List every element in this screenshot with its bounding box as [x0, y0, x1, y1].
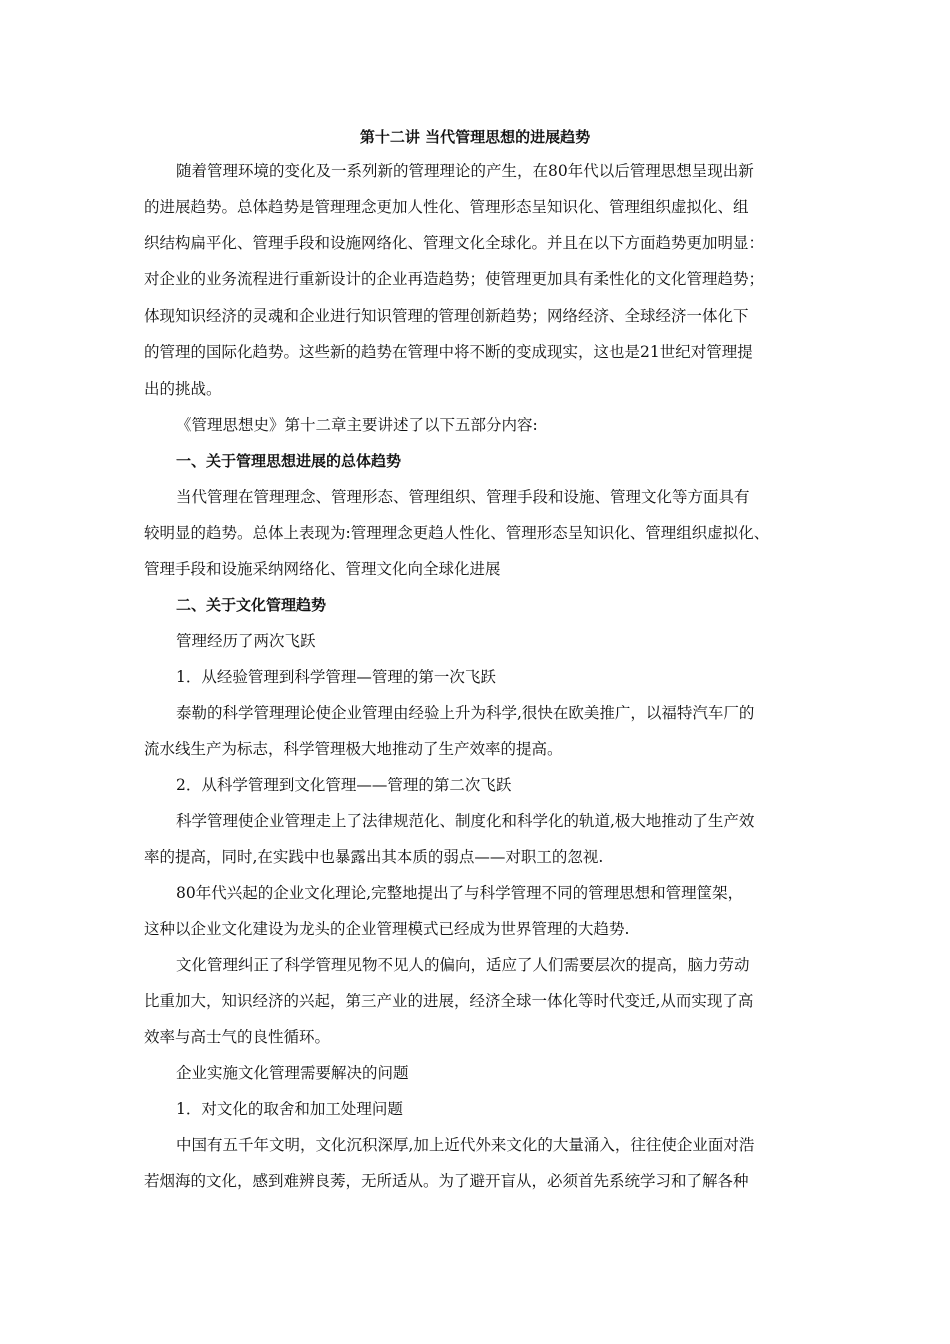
paragraph-line: 率的提高，同时,在实践中也暴露出其本质的弱点——对职工的忽视. — [144, 848, 604, 866]
paragraph-line: 的管理的国际化趋势。这些新的趋势在管理中将不断的变成现实，这也是21世纪对管理提 — [144, 343, 753, 361]
paragraph-line: 管理经历了两次飞跃 — [176, 632, 316, 650]
paragraph-line: 泰勒的科学管理理论使企业管理由经验上升为科学,很快在欧美推广，以福特汽车厂的 — [176, 704, 755, 722]
paragraph-line: 80年代兴起的企业文化理论,完整地提出了与科学管理不同的管理思想和管理筐架， — [176, 884, 744, 902]
subsection-heading: 1．从经验管理到科学管理—管理的第一次飞跃 — [176, 668, 496, 686]
paragraph-line: 效率与高士气的良性循环。 — [144, 1028, 331, 1046]
paragraph-line: 当代管理在管理理念、管理形态、管理组织、管理手段和设施、管理文化等方面具有 — [176, 488, 750, 506]
paragraph-line: 管理手段和设施采纳网络化、管理文化向全球化进展 — [144, 560, 501, 578]
subsection-heading: 2．从科学管理到文化管理——管理的第二次飞跃 — [176, 776, 512, 794]
paragraph-line: 文化管理纠正了科学管理见物不见人的偏向，适应了人们需要层次的提高，脑力劳动 — [176, 956, 750, 974]
paragraph-line: 比重加大，知识经济的兴起，第三产业的进展，经济全球一体化等时代变迁,从而实现了高 — [144, 992, 754, 1010]
paragraph-line: 的进展趋势。总体趋势是管理理念更加人性化、管理形态呈知识化、管理组织虚拟化、组 — [144, 198, 749, 216]
paragraph-line: 科学管理使企业管理走上了法律规范化、制度化和科学化的轨道,极大地推动了生产效 — [176, 812, 755, 830]
paragraph-line: 对企业的业务流程进行重新设计的企业再造趋势；使管理更加具有柔性化的文化管理趋势； — [144, 270, 765, 288]
page-title: 第十二讲 当代管理思想的进展趋势 — [359, 128, 591, 146]
paragraph-line: 随着管理环境的变化及一系列新的管理理论的产生，在80年代以后管理思想呈现出新 — [176, 162, 754, 180]
paragraph-line: 出的挑战。 — [144, 380, 222, 398]
paragraph-line: 《管理思想史》第十二章主要讲述了以下五部分内容: — [176, 416, 538, 434]
paragraph-line: 流水线生产为标志，科学管理极大地推动了生产效率的提高。 — [144, 740, 563, 758]
paragraph-line: 企业实施文化管理需要解决的问题 — [176, 1064, 409, 1082]
section-heading: 二、关于文化管理趋势 — [176, 596, 327, 614]
paragraph-line: 中国有五千年文明，文化沉积深厚,加上近代外来文化的大量涌入，往往使企业面对浩 — [176, 1136, 755, 1154]
paragraph-line: 这种以企业文化建设为龙头的企业管理模式已经成为世界管理的大趋势. — [144, 920, 630, 938]
paragraph-line: 较明显的趋势。总体上表现为:管理理念更趋人性化、管理形态呈知识化、管理组织虚拟化、 — [144, 524, 770, 542]
paragraph-line: 若烟海的文化，感到难辨良莠，无所适从。为了避开盲从，必须首先系统学习和了解各种 — [144, 1172, 749, 1190]
section-heading: 一、关于管理思想进展的总体趋势 — [176, 452, 402, 470]
subsection-heading: 1．对文化的取舍和加工处理问题 — [176, 1100, 403, 1118]
paragraph-line: 体现知识经济的灵魂和企业进行知识管理的管理创新趋势；网络经济、全球经济一体化下 — [144, 307, 749, 325]
paragraph-line: 织结构扁平化、管理手段和设施网络化、管理文化全球化。并且在以下方面趋势更加明显： — [144, 234, 765, 252]
